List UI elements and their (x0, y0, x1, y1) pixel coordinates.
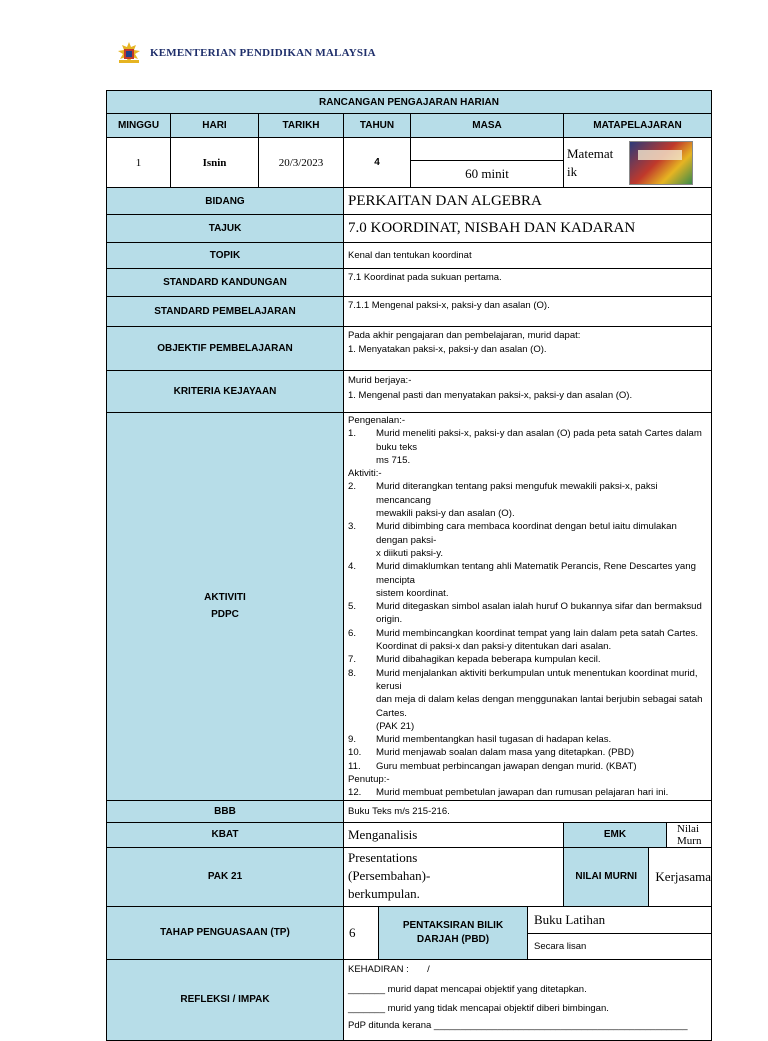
topik-value: Kenal dan tentukan koordinat (344, 243, 712, 269)
tajuk-label: TAJUK (107, 215, 344, 243)
activity-step-number: 4. (348, 561, 357, 573)
pbd-label-1: PENTAKSIRAN BILIK (402, 919, 504, 931)
pak21-line-3: berkumpulan. (348, 885, 420, 901)
bidang-value: PERKAITAN DAN ALGEBRA (344, 188, 712, 215)
activity-step (348, 667, 707, 733)
kriteria-line-2: 1. Mengenal pasti dan menyatakan paksi-x, paksi-y dan asalan (O). (348, 390, 633, 401)
activity-step-number: 10. (348, 747, 362, 759)
activity-step-continuation: mewakili paksi-y dan asalan (O). (376, 508, 515, 520)
objektif-label: OBJEKTIF PEMBELAJARAN (107, 327, 344, 371)
activity-step-number: 2. (348, 481, 357, 493)
activity-step-continuation: dan meja di dalam kelas dengan menggunakan lantai berjubin sebagai satah Cartes. (376, 694, 703, 719)
activity-step-number: 12. (348, 787, 362, 799)
refleksi-label: REFLEKSI / IMPAK (107, 959, 344, 1040)
activity-step-number: 9. (348, 734, 357, 746)
activity-step-number: 8. (348, 667, 357, 679)
pak21-line-1: Presentations (348, 849, 418, 865)
masa-value: 60 minit (465, 166, 509, 181)
objektif-line-1: Pada akhir pengajaran dan pembelajaran, murid dapat: (348, 330, 581, 341)
refleksi-cell (344, 959, 712, 1040)
activity-step-text: Murid diterangkan tentang paksi mengufuk mewakili paksi-x, paksi mencancang (376, 481, 658, 506)
pak21-line-2: (Persembahan)- (348, 867, 431, 883)
emk-value: Nilai Murn (677, 822, 702, 847)
matapelajaran-value-1: Matemat (567, 145, 614, 161)
lesson-plan-table (106, 90, 712, 1041)
activity-step-number: 1. (348, 428, 357, 440)
hari-value: Isnin (171, 138, 259, 188)
aktiviti-heading: Aktiviti:- (348, 468, 382, 480)
pengenalan-heading: Pengenalan:- (348, 415, 406, 426)
col-header-hari: HARI (171, 114, 259, 138)
activity-step-text: Murid dibahagikan kepada beberapa kumpulan kecil. (376, 654, 601, 666)
activity-step (348, 427, 707, 467)
activity-step-continuation: sistem koordinat. (376, 587, 449, 599)
activity-step-number: 5. (348, 601, 357, 613)
activity-step (348, 627, 707, 654)
activity-step-continuation: Koordinat di paksi-x dan paksi-y ditentukan dari asalan. (376, 641, 612, 653)
matapelajaran-cell (564, 138, 712, 188)
aktiviti-label-1: AKTIVITI (204, 592, 246, 604)
nilai-murni-cell (564, 847, 712, 906)
activity-step (348, 760, 707, 773)
col-header-minggu: MINGGU (107, 114, 171, 138)
activity-step-continuation: x diikuti paksi-y. (376, 547, 443, 559)
kriteria-label: KRITERIA KEJAYAAN (107, 371, 344, 413)
kbat-label: KBAT (107, 822, 344, 847)
aktiviti-label-2: PDPC (211, 609, 239, 621)
activity-step-text: Murid membentangkan hasil tugasan di hadapan kelas. (376, 734, 612, 746)
activity-step (348, 560, 707, 600)
nilai-murni-label: NILAI MURNI (564, 848, 649, 906)
activity-step-text: Murid menjawab soalan dalam masa yang ditetapkan. (PBD) (376, 747, 635, 759)
kbat-value: Menganalisis (344, 822, 564, 847)
refleksi-line-1: _______ murid dapat mencapai objektif yang ditetapkan. (348, 983, 587, 995)
subject-thumbnail-image (629, 141, 693, 185)
refleksi-line-2: _______ murid yang tidak mencapai objektif diberi bimbingan. (348, 1002, 609, 1014)
bidang-label: BIDANG (107, 188, 344, 215)
kriteria-line-1: Murid berjaya:- (348, 375, 412, 386)
matapelajaran-value-2: ik (567, 163, 578, 179)
page-header (116, 40, 376, 66)
activity-step-text: Murid meneliti paksi-x, paksi-y dan asalan (O) pada peta satah Cartes dalam buku teks (376, 428, 702, 453)
tahap-value: 6 (344, 907, 379, 959)
tahap-label: TAHAP PENGUASAAN (TP) (107, 906, 344, 959)
activity-step (348, 600, 707, 627)
activity-step (348, 520, 707, 560)
activity-step (348, 746, 707, 759)
bbb-label: BBB (107, 800, 344, 822)
activity-step-text: Murid dibimbing cara membaca koordinat dengan betul iaitu dimulakan dengan paksi- (376, 521, 677, 546)
activity-step-number: 6. (348, 627, 357, 639)
activity-step-text: Murid membuat pembetulan jawapan dan rumusan pelajaran hari ini. (376, 787, 669, 799)
activity-step-text: Murid dimaklumkan tentang ahli Matematik Perancis, Rene Descartes yang mencipta (376, 561, 696, 586)
activity-step-text: Murid menjalankan aktiviti berkumpulan untuk menentukan koordinat murid, kerusi (376, 667, 698, 692)
ministry-name: KEMENTERIAN PENDIDIKAN MALAYSIA (150, 47, 376, 59)
standard-kandungan-label: STANDARD KANDUNGAN (107, 269, 344, 297)
emk-cell (564, 822, 712, 847)
standard-pembelajaran-label: STANDARD PEMBELAJARAN (107, 297, 344, 327)
nilai-murni-value: Kerjasama (655, 868, 712, 884)
objektif-line-2: 1. Menyatakan paksi-x, paksi-y dan asalan (O). (348, 344, 547, 355)
aktiviti-label (107, 413, 344, 801)
pbd-label (379, 907, 528, 959)
col-header-matapelajaran: MATAPELAJARAN (564, 114, 712, 138)
masa-cell (411, 138, 564, 188)
col-header-tarikh: TARIKH (259, 114, 344, 138)
pbd-value-2: Secara lisan (534, 940, 587, 952)
kehadiran-line: KEHADIRAN : / (348, 963, 430, 975)
activity-step-continuation: ms 715. (376, 454, 411, 466)
tarikh-value: 20/3/2023 (259, 138, 344, 188)
activity-step (348, 786, 707, 799)
activity-step-text: Guru membuat perbincangan jawapan dengan murid. (KBAT) (376, 760, 637, 772)
activity-step-number: 3. (348, 521, 357, 533)
activity-step-text: Murid ditegaskan simbol asalan ialah huruf O bukannya sifar dan bermaksud origin. (376, 601, 702, 626)
topik-label: TOPIK (107, 243, 344, 269)
standard-pembelajaran-value: 7.1.1 Mengenal paksi-x, paksi-y dan asalan (O). (344, 297, 712, 327)
bbb-value: Buku Teks m/s 215-216. (344, 800, 712, 822)
activity-step (348, 480, 707, 520)
activity-step-number: 7. (348, 654, 357, 666)
activity-step-number: 11. (348, 760, 361, 772)
refleksi-line-3: PdP ditunda kerana ________________________________________________ (348, 1019, 688, 1031)
table-title: RANCANGAN PENGAJARAN HARIAN (107, 91, 712, 114)
pak21-label: PAK 21 (107, 847, 344, 906)
activity-step-continuation: (PAK 21) (376, 720, 415, 732)
tajuk-value: 7.0 KOORDINAT, NISBAH DAN KADARAN (344, 215, 712, 243)
col-header-masa: MASA (411, 114, 564, 138)
activity-step-text: Murid membincangkan koordinat tempat yang lain dalam peta satah Cartes. (376, 627, 699, 639)
tahap-cell (344, 906, 712, 959)
kriteria-cell (344, 371, 712, 413)
pbd-value-1: Buku Latihan (528, 907, 711, 934)
tahun-value: 4 (344, 138, 411, 188)
minggu-value: 1 (107, 138, 171, 188)
aktiviti-cell (344, 413, 712, 801)
pbd-label-2: DARJAH (PBD) (416, 933, 490, 945)
col-header-tahun: TAHUN (344, 114, 411, 138)
emk-label: EMK (564, 823, 667, 847)
standard-kandungan-value: 7.1 Koordinat pada sukuan pertama. (344, 269, 712, 297)
pak21-cell (344, 847, 564, 906)
malaysia-coat-of-arms-icon (116, 41, 142, 65)
activity-step (348, 733, 707, 746)
objektif-cell (344, 327, 712, 371)
activity-step (348, 653, 707, 666)
penutup-heading: Penutup:- (348, 774, 390, 786)
